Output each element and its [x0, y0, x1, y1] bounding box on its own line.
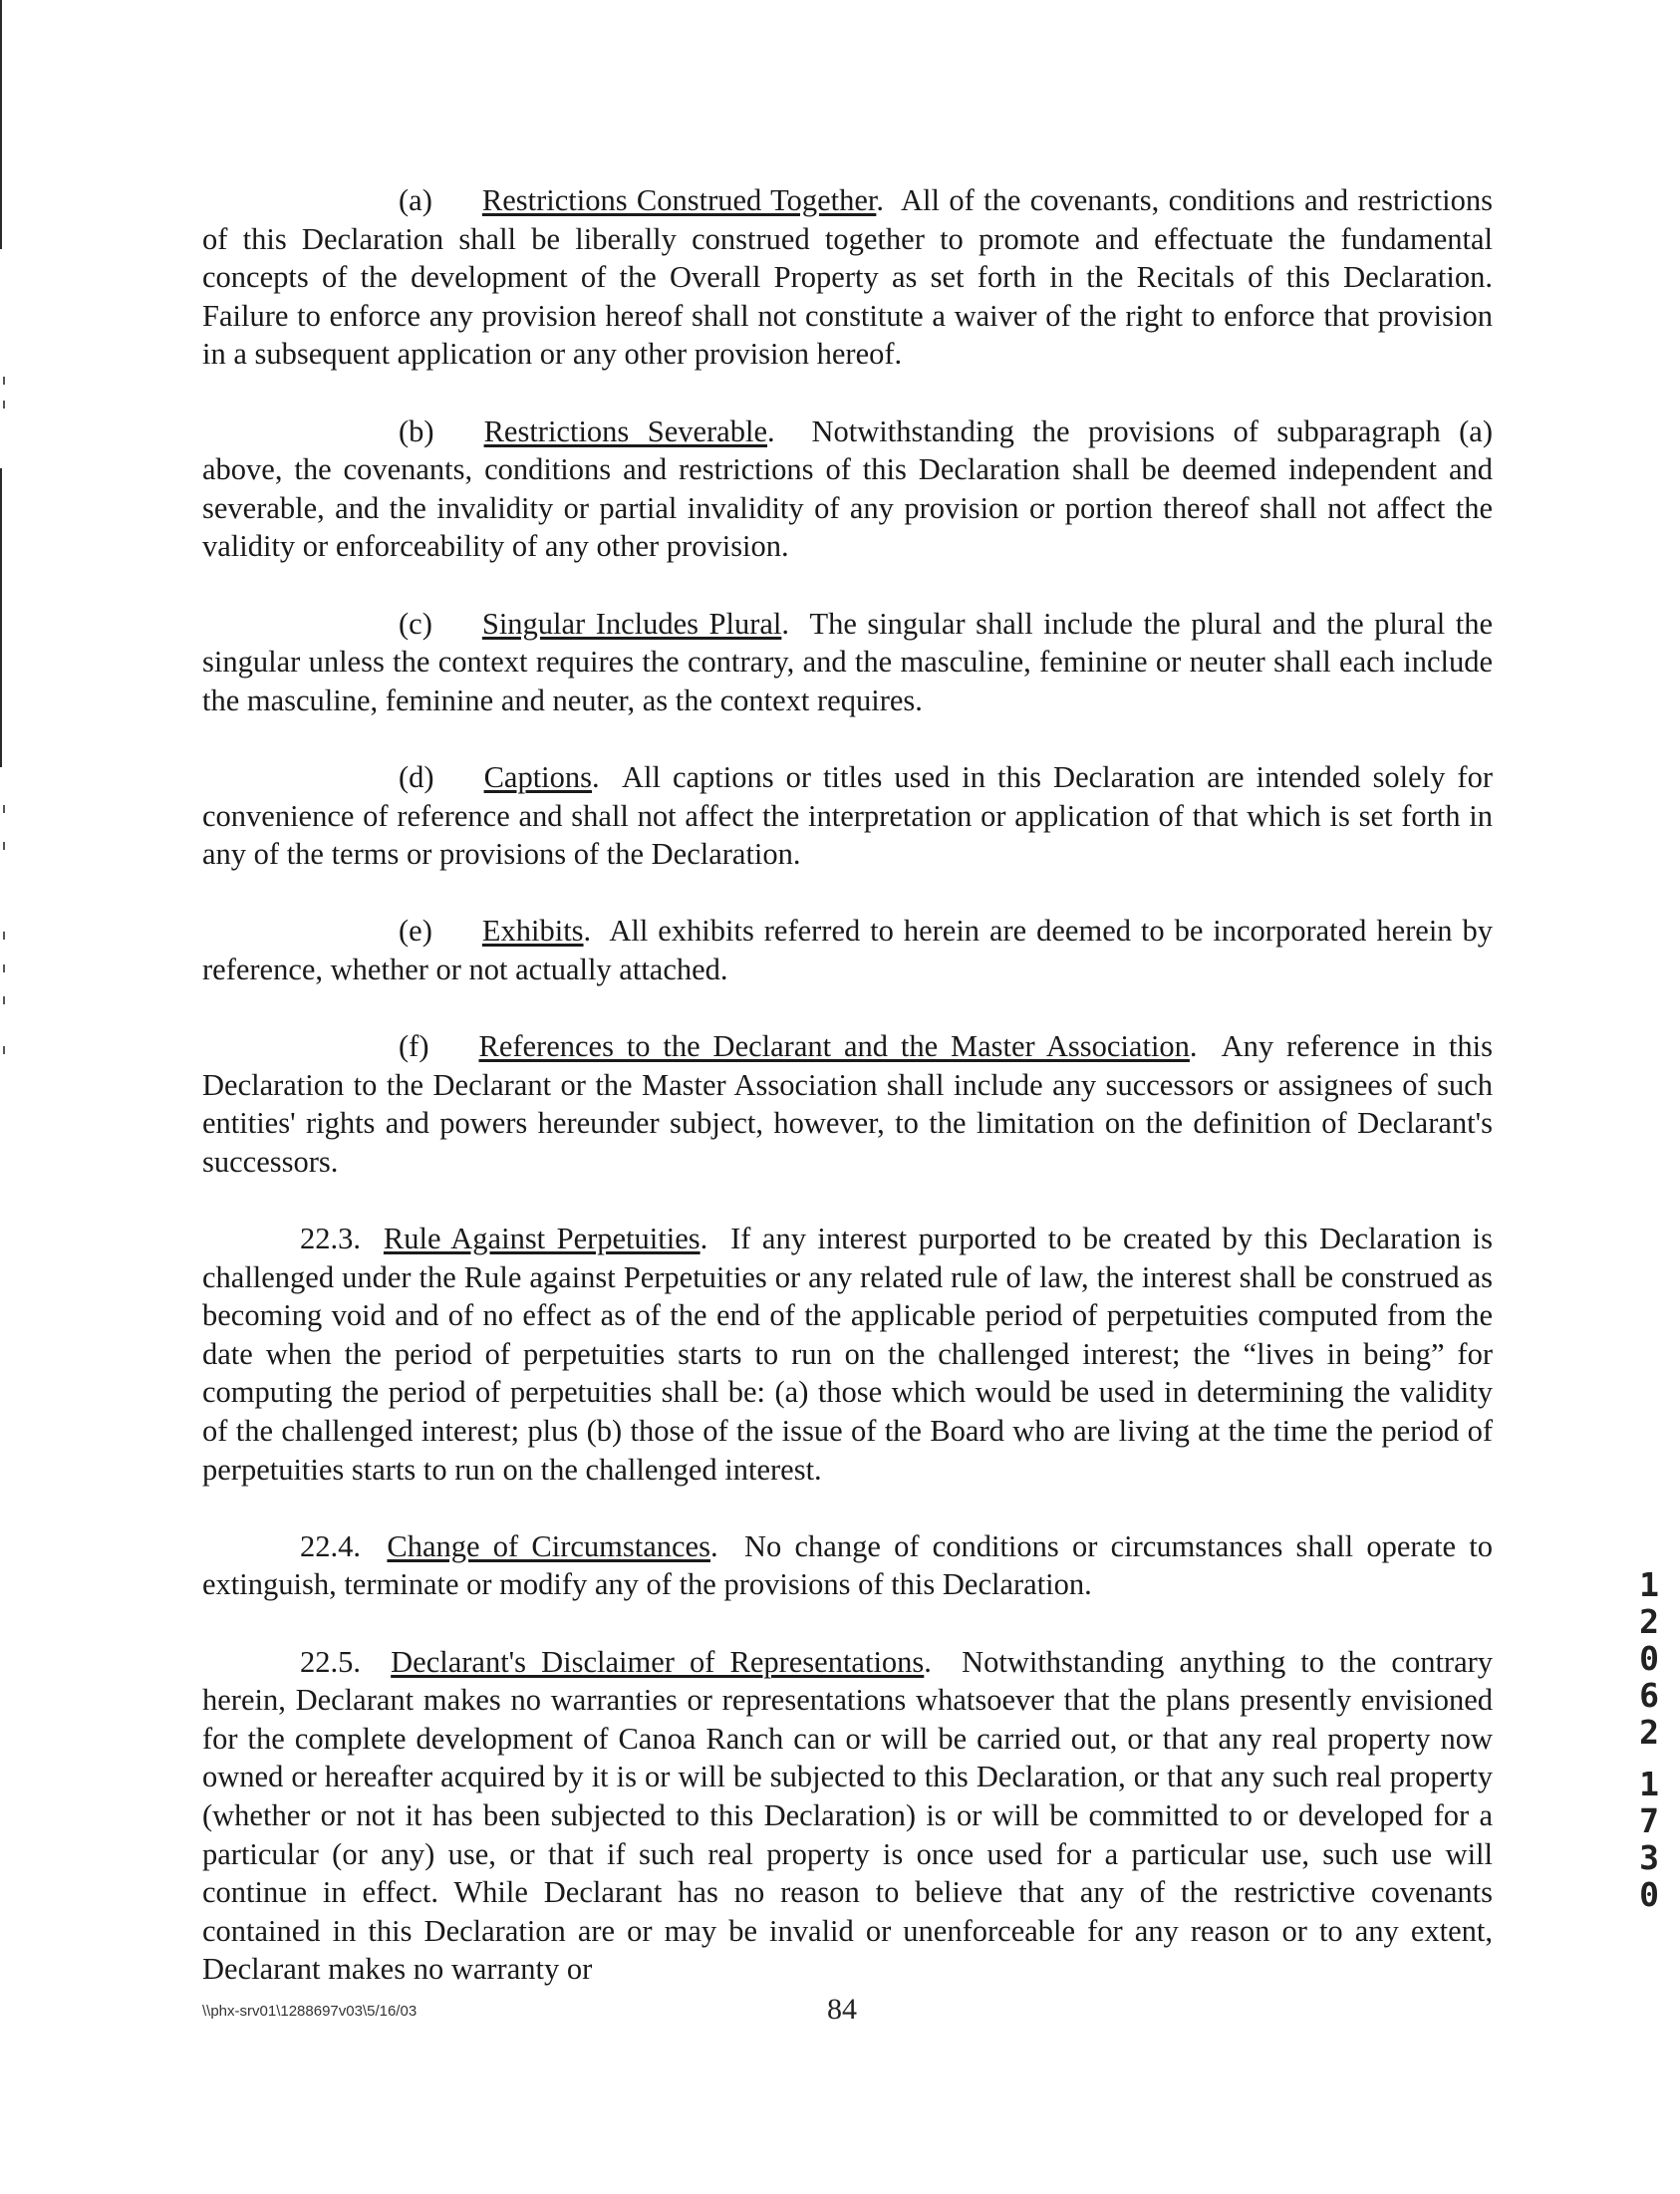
paragraph-b: (b) Restrictions Severable. Notwithstanding the provisions of subparagraph (a) above, the covenants, conditions and restrictions of this Declaration shall be deemed independent and severable, and the invalidity or partial invalidity of any provision or portion thereof shall not affect the validity or enforceability of any other provision.	[202, 413, 1493, 564]
paragraph-heading: Singular Includes Plural	[481, 606, 782, 641]
paragraph-text: All of the covenants, conditions and restrictions of this Declaration shall be liberally construed together to promote and effectuate the fundamental concepts of the development of the Overall Property as set forth in the Recitals of this Declaration. Failure to enforce any provision hereof shall not constitute a waiver of the right to enforce that provision in a subsequent application or any other provision hereof.	[202, 183, 1493, 372]
stamp-digit: 3	[1639, 1838, 1659, 1877]
paragraph-label: (f)	[399, 1029, 429, 1064]
stamp-digit: 0	[1639, 1875, 1659, 1914]
paragraph-label: (d)	[399, 759, 434, 794]
section-heading: Rule Against Perpetuities	[383, 1222, 700, 1256]
paragraph-label: (e)	[399, 914, 432, 949]
paragraph-heading: Captions	[483, 759, 593, 794]
paragraph-text: Any reference in this Declaration to the Declarant or the Master Association shall include any successors or assignees of such entities' rights and powers hereunder subject, however, to the limitation on the definition of Declarant's successors.	[202, 1029, 1493, 1179]
paragraph-d: (d) Captions. All captions or titles used in this Declaration are intended solely for convenience of reference and shall not affect the interpretation or application of that which is set forth in any of the terms or provisions of the Declaration.	[202, 759, 1493, 872]
stamp-digit: 2	[1639, 1602, 1659, 1641]
paragraph-f: (f) References to the Declarant and the Master Association. Any reference in this Declaration to the Declarant or the Master Association shall include any successors or assignees of such entities' rights and powers hereunder subject, however, to the limitation on the definition of Declarant's successors.	[202, 1029, 1493, 1179]
paragraph-text: All exhibits referred to herein are deemed to be incorporated herein by reference, whether or not actually attached.	[202, 914, 1493, 986]
document-path: \\phx-srv01\1288697v03\5/16/03	[202, 2003, 418, 2020]
scan-speck	[3, 932, 5, 940]
scan-speck	[3, 377, 5, 385]
paragraph-heading: Exhibits	[481, 914, 584, 949]
paragraph-text: Notwithstanding the provisions of subparagraph (a) above, the covenants, conditions and restrictions of this Declaration shall be deemed independent and severable, and the invalidity or partial invalidity of any provision or portion thereof shall not affect the validity or enforceability of any other provision.	[202, 413, 1493, 564]
scan-speck	[3, 401, 5, 409]
section-heading: Declarant's Disclaimer of Representations	[391, 1644, 925, 1679]
paragraph-heading: Restrictions Construed Together	[481, 183, 877, 217]
stamp-digit: 0	[1639, 1639, 1659, 1678]
paragraph-label: (a)	[399, 183, 432, 217]
paragraph-text: All captions or titles used in this Declaration are intended solely for convenience of reference and shall not affect the interpretation or application of that which is set forth in any of the terms or provisions of the Declaration.	[202, 759, 1493, 872]
section-number: 22.4.	[300, 1528, 361, 1563]
recording-stamp-top	[1631, 1566, 1667, 1751]
paragraph-e: (e) Exhibits. All exhibits referred to herein are deemed to be incorporated herein by reference, whether or not actually attached.	[202, 914, 1493, 986]
recording-stamp-bottom	[1631, 1766, 1667, 1913]
paragraph-label: (b)	[399, 413, 434, 448]
stamp-digit: 7	[1639, 1801, 1659, 1840]
scan-speck	[3, 842, 5, 850]
paragraph-heading: Restrictions Severable	[483, 413, 767, 448]
stamp-digit: 6	[1639, 1676, 1659, 1715]
section-text: No change of conditions or circumstances shall operate to extinguish, terminate or modify any of the provisions of this Declaration.	[202, 1528, 1494, 1602]
scan-edge-line	[0, 0, 2, 249]
scan-speck	[3, 805, 5, 813]
stamp-digit: 2	[1639, 1713, 1659, 1752]
section-number: 22.3.	[300, 1222, 361, 1256]
paragraph-heading: References to the Declarant and the Master Association	[478, 1029, 1190, 1064]
stamp-digit: 1	[1639, 1765, 1659, 1803]
scan-speck	[3, 964, 5, 972]
paragraph-text: The singular shall include the plural and the plural the singular unless the context requires the contrary, and the masculine, feminine or neuter shall each include the masculine, feminine and neuter, as the context requires.	[202, 606, 1493, 717]
paragraph-a: (a) Restrictions Construed Together. All of the covenants, conditions and restrictions of this Declaration shall be liberally construed together to promote and effectuate the fundamental concepts of the development of the Overall Property as set forth in the Recitals of this Declaration. Failure to enforce any provision hereof shall not constitute a waiver of the right to enforce that provision in a subsequent application or any other provision hereof.	[202, 183, 1493, 372]
section-number: 22.5.	[300, 1644, 361, 1679]
scan-edge-line	[0, 468, 2, 767]
paragraph-label: (c)	[399, 606, 432, 641]
scan-speck	[3, 996, 5, 1004]
section-22-5: 22.5. Declarant's Disclaimer of Representations. Notwithstanding anything to the contrary herein, Declarant makes no warranties or representations whatsoever that the plans presently envisioned for the complete development of Canoa Ranch can or will be carried out, or that any real property now owned or hereafter acquired by it is or will be subjected to this Declaration, or that any such real property (whether or not it has been subjected to this Declaration) is or will be committed to or developed for a particular (or any) use, or that if such real property is once used for a particular use, such use will continue in effect. While Declarant has no reason to believe that any of the restrictive covenants contained in this Declaration are or may be invalid or unenforceable for any reason or to any extent, Declarant makes no warranty or	[202, 1644, 1494, 1987]
page-number: 84	[827, 1993, 857, 2026]
section-heading: Change of Circumstances	[387, 1528, 710, 1563]
section-22-3: 22.3. Rule Against Perpetuities. If any interest purported to be created by this Declaration is challenged under the Rule against Perpetuities or any related rule of law, the interest shall be construed as becoming void and of no effect as of the end of the applicable period of perpetuities computed from the date when the period of perpetuities starts to run on the challenged interest; the “lives in being” for computing the period of perpetuities shall be: (a) those which would be used in determining the validity of the challenged interest; plus (b) those of the issue of the Board who are living at the time the period of perpetuities starts to run on the challenged interest.	[202, 1222, 1494, 1487]
declaration-body	[202, 181, 1493, 1989]
scan-speck	[3, 1046, 5, 1054]
paragraph-c: (c) Singular Includes Plural. The singular shall include the plural and the plural the singular unless the context requires the contrary, and the masculine, feminine or neuter shall each include the masculine, feminine and neuter, as the context requires.	[202, 606, 1493, 717]
section-text: If any interest purported to be created by this Declaration is challenged under the Rule against Perpetuities or any related rule of law, the interest shall be construed as becoming void and of no effect as of the end of the applicable period of perpetuities computed from the date when the period of perpetuities starts to run on the challenged interest; the “lives in being” for computing the period of perpetuities shall be: (a) those which would be used in determining the validity of the challenged interest; plus (b) those of the issue of the Board who are living at the time the period of perpetuities starts to run on the challenged interest.	[202, 1222, 1494, 1487]
section-text: Notwithstanding anything to the contrary herein, Declarant makes no warranties or representations whatsoever that the plans presently envisioned for the complete development of Canoa Ranch can or will be carried out, or that any real property now owned or hereafter acquired by it is or will be subjected to this Declaration, or that any such real property (whether or not it has been subjected to this Declaration) is or will be committed to or developed for a particular (or any) use, or that if such real property is once used for a particular use, such use will continue in effect. While Declarant has no reason to believe that any of the restrictive covenants contained in this Declaration are or may be invalid or unenforceable for any reason or to any extent, Declarant makes no warranty or	[202, 1644, 1494, 1987]
stamp-digit: 1	[1639, 1565, 1659, 1604]
section-22-4: 22.4. Change of Circumstances. No change of conditions or circumstances shall operate to extinguish, terminate or modify any of the provisions of this Declaration.	[202, 1528, 1494, 1602]
